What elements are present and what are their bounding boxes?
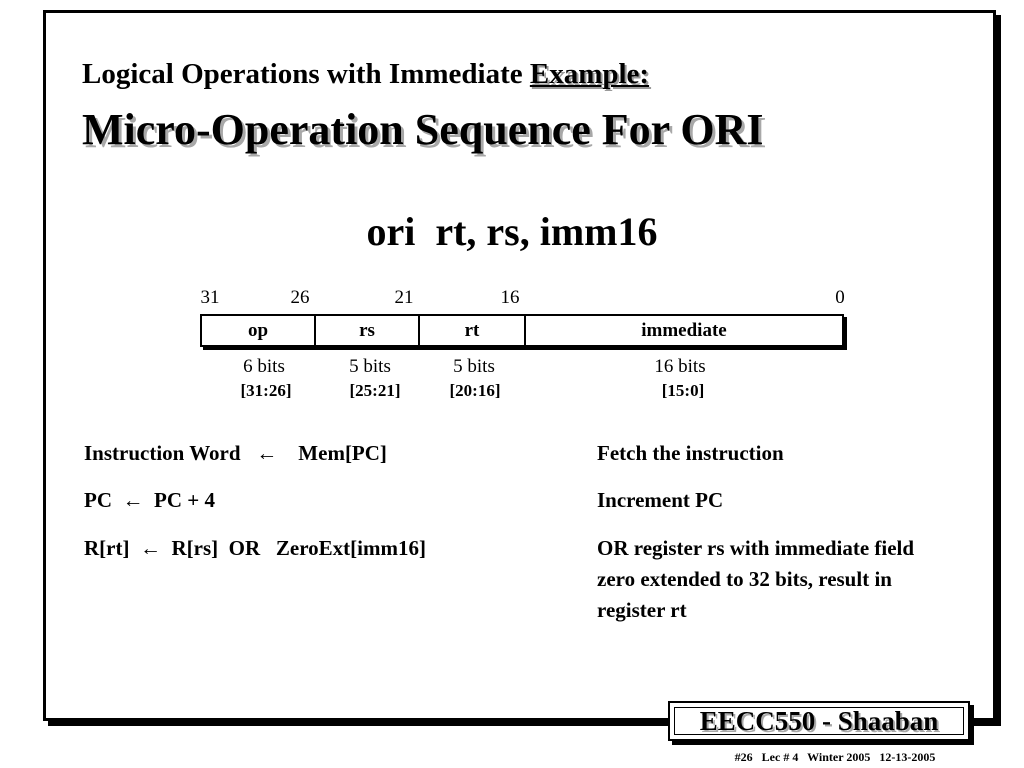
instruction-format-box (200, 314, 844, 347)
bit-number-16: 16 (500, 287, 520, 308)
field-rs-width: 5 bits (349, 356, 391, 377)
slide-title-line1 (82, 58, 649, 91)
field-rt-range: [20:16] (449, 381, 501, 400)
field-rs-range: [25:21] (349, 381, 401, 400)
step-2-operation: PC ← PC + 4 (84, 488, 215, 512)
step-3-description: OR register rs with immediate field zero extended to 32 bits, result in register rt (597, 536, 915, 622)
field-op-width: 6 bits (243, 356, 285, 377)
course-footer-box (668, 701, 970, 741)
course-footer-label: EECC550 - Shaaban (699, 705, 939, 736)
footer-inner-border (674, 707, 964, 735)
step-1-description: Fetch the instruction (597, 441, 784, 465)
slide-title-line2: Micro-Operation Sequence For ORI (82, 105, 764, 154)
field-rt-width: 5 bits (453, 356, 495, 377)
bit-number-26: 26 (290, 287, 310, 308)
step-2-description: Increment PC (597, 488, 724, 512)
bit-number-21: 21 (394, 287, 414, 308)
title-prefix: Logical Operations with Immediate (82, 58, 530, 90)
field-immediate: immediate (641, 319, 727, 341)
field-immediate-width: 16 bits (654, 356, 706, 377)
field-immediate-range: [15:0] (661, 381, 705, 400)
step-1-operation: Instruction Word ← Mem[PC] (84, 441, 387, 465)
lecture-meta: #26 Lec # 4 Winter 2005 12-13-2005 (734, 750, 936, 764)
field-rt: rt (420, 316, 526, 345)
bit-number-0: 0 (835, 287, 845, 308)
field-op-range: [31:26] (240, 381, 292, 400)
title-example: Example: (529, 58, 650, 90)
step-3-operation: R[rt] ← R[rs] OR ZeroExt[imm16] (84, 536, 426, 560)
field-rs: rs (316, 316, 420, 345)
bit-number-31: 31 (200, 287, 220, 308)
field-op: op (202, 316, 316, 345)
instruction-syntax: ori rt, rs, imm16 (366, 209, 658, 254)
